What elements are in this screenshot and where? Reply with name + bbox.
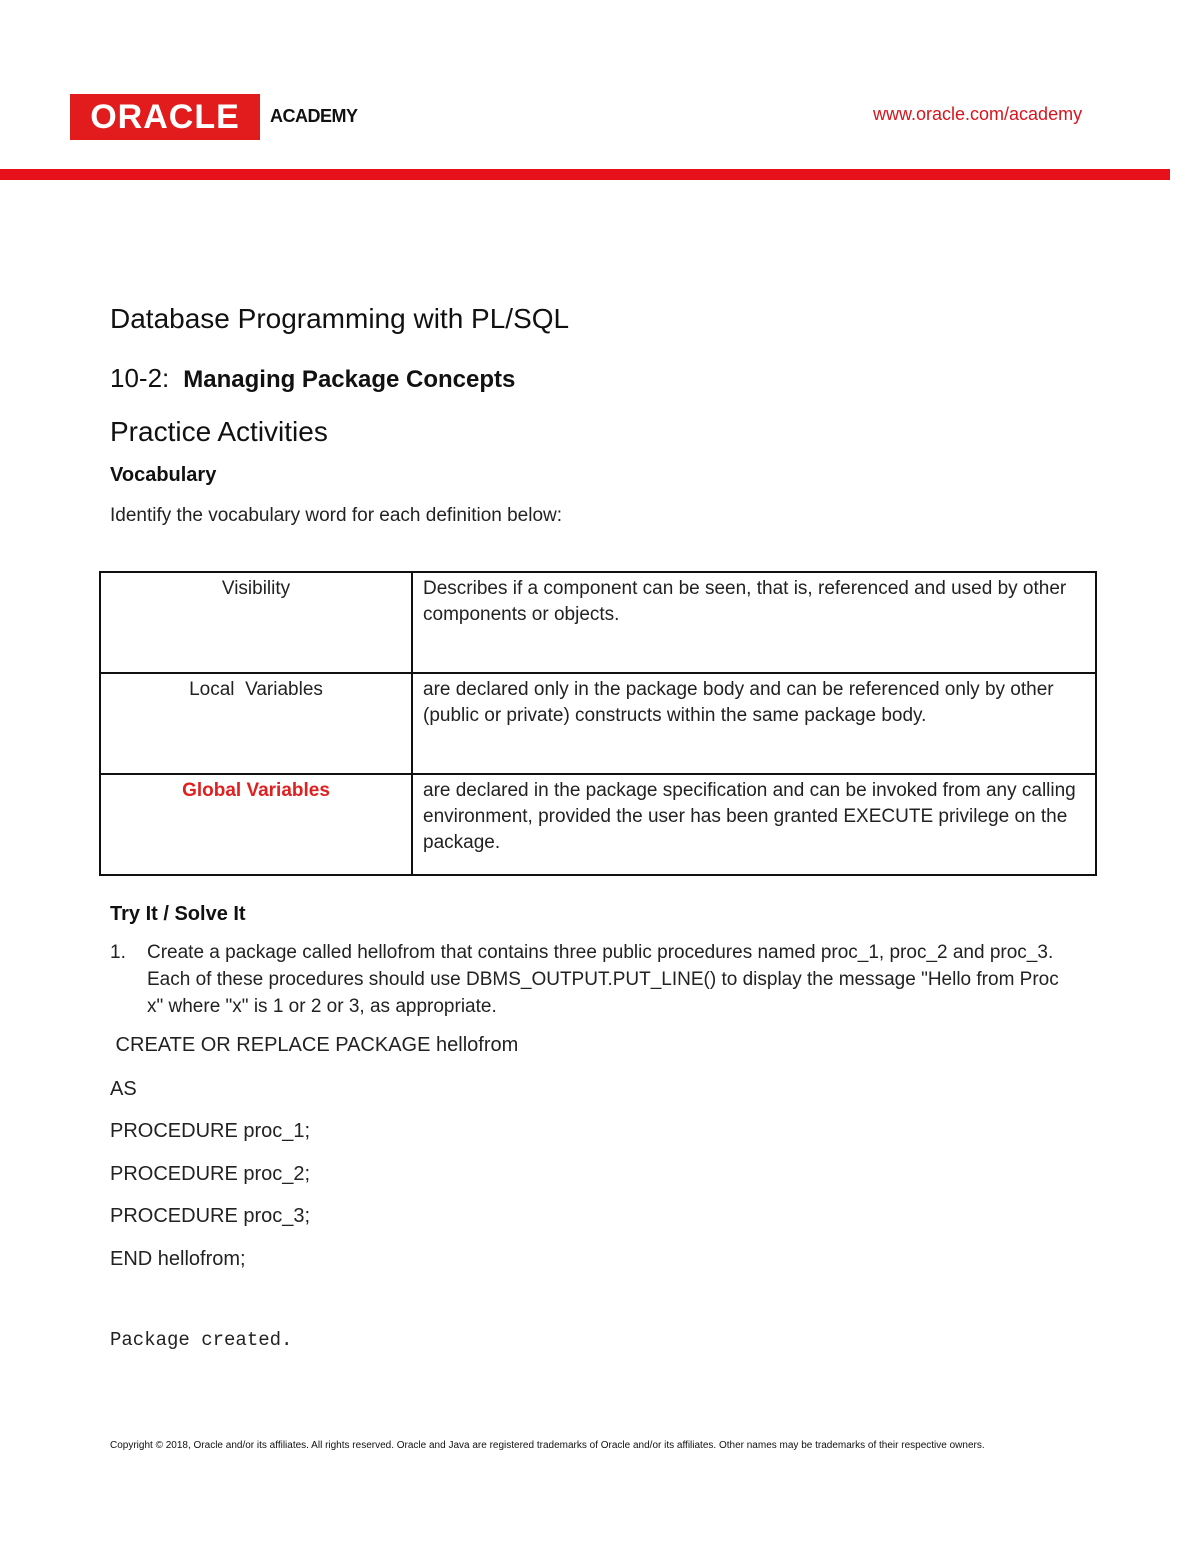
header-divider xyxy=(0,169,1170,180)
vocabulary-table xyxy=(99,571,1097,876)
code-line: PROCEDURE proc_3; xyxy=(110,1205,311,1227)
vocab-term: Visibility xyxy=(100,572,412,673)
task-item xyxy=(110,939,1070,1020)
vocab-definition: are declared only in the package body and can be referenced only by other (public or private) constructs within the same package body. xyxy=(412,673,1096,774)
try-it-heading: Try It / Solve It xyxy=(110,903,246,925)
vocab-definition: are declared in the package specification and can be invoked from any calling environment, provided the user has been granted EXECUTE privilege on the package. xyxy=(412,774,1096,875)
execution-output: Package created. xyxy=(110,1329,293,1351)
code-line: AS xyxy=(110,1078,137,1100)
logo-text: ORACLE xyxy=(90,97,240,136)
table-row xyxy=(100,673,1096,774)
lesson-heading xyxy=(110,363,515,394)
document-title: Database Programming with PL/SQL xyxy=(110,303,570,334)
section-title: Practice Activities xyxy=(110,416,328,447)
table-row xyxy=(100,572,1096,673)
lesson-number: 10-2: xyxy=(110,363,170,393)
vocabulary-instruction: Identify the vocabulary word for each definition below: xyxy=(110,505,563,526)
task-number: 1. xyxy=(110,942,126,963)
lesson-name: Managing Package Concepts xyxy=(183,366,516,393)
code-line: PROCEDURE proc_1; xyxy=(110,1120,311,1142)
vocab-term-answer: Global Variables xyxy=(100,774,412,875)
code-line: PROCEDURE proc_2; xyxy=(110,1163,311,1185)
vocabulary-heading: Vocabulary xyxy=(110,464,217,486)
vocab-term: Local Variables xyxy=(100,673,412,774)
code-line: END hellofrom; xyxy=(110,1248,246,1270)
academy-url-link[interactable]: www.oracle.com/academy xyxy=(873,104,1083,124)
code-line: CREATE OR REPLACE PACKAGE hellofrom xyxy=(110,1034,519,1056)
oracle-logo xyxy=(70,94,260,140)
vocab-definition: Describes if a component can be seen, that is, referenced and used by other components or objects. xyxy=(412,572,1096,673)
logo-academy-label: ACADEMY xyxy=(270,106,358,126)
task-text: Create a package called hellofrom that contains three public procedures named proc_1, proc_2 and proc_3. Each of these procedures should use DBMS_OUTPUT.PUT_LINE() to display the message "Hello from Proc x" where "x" is 1 or 2 or 3, as appropriate. xyxy=(147,942,1059,1017)
copyright-footer: Copyright © 2018, Oracle and/or its affiliates. All rights reserved. Oracle and Java are registered trademarks of Oracle and/or its affiliates. Other names may be trademarks of their respective owners. xyxy=(110,1440,985,1451)
table-row xyxy=(100,774,1096,875)
